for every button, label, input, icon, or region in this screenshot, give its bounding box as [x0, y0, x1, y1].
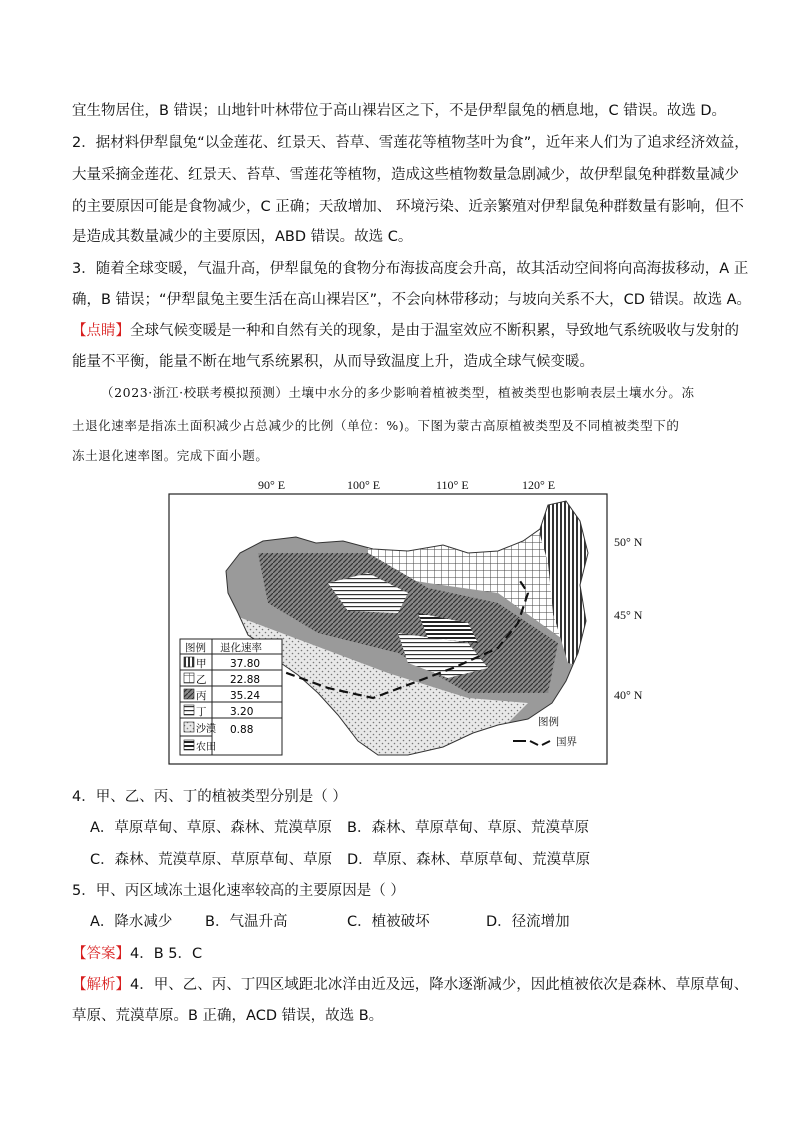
- intro-line: 冻土退化速率图。完成下面小题。: [72, 448, 269, 463]
- question-4-option-d: D．草原、森林、草原草甸、荒漠草原: [347, 852, 591, 868]
- legend-rate: 3.20: [230, 706, 254, 718]
- tip-line: [72, 321, 739, 341]
- legend-rate: 37.80: [230, 658, 261, 670]
- question-4-stem: 4．甲、乙、丙、丁的植被类型分别是（ ）: [72, 789, 347, 805]
- legend-name: 乙: [196, 674, 207, 686]
- question-5-stem: 5．甲、丙区域冻土退化速率较高的主要原因是（ ）: [72, 883, 405, 899]
- question-2-line: 2．据材料伊犁鼠兔“以金莲花、红景天、苔草、雪莲花等植物茎叶为食”，近年来人们为了追求经济效益，: [72, 135, 749, 151]
- question-5-option-a: A．降水减少: [90, 914, 173, 930]
- analysis-line: 草原、荒漠草原。B 正确，ACD 错误，故选 B。: [72, 1008, 384, 1024]
- question-2-line: 的主要原因可能是食物减少，C 正确；天敌增加、 环境污染、近亲繁殖对伊犁鼠兔种群数量有影响，但不: [72, 199, 744, 215]
- tip-line: 能量不平衡，能量不断在地气系统累积，从而导致温度上升，造成全球气候变暖。: [72, 354, 594, 370]
- answer-line: [72, 944, 202, 964]
- legend-header: 退化速率: [220, 642, 262, 654]
- lon-label: 120° E: [522, 478, 556, 492]
- lat-label: 45° N: [614, 608, 643, 622]
- question-3-line: 确，B 错误；“伊犁鼠兔主要生活在高山裸岩区”，不会向林带移动；与坡向关系不大，CD 错误。故选 A。: [72, 292, 752, 308]
- legend-title: 图例: [185, 642, 206, 654]
- answer-label: 【答案】: [72, 946, 130, 962]
- answer-text: 4．B 5．C: [130, 946, 203, 962]
- boundary-legend-title: 图例: [538, 716, 559, 728]
- legend-table: [180, 639, 282, 755]
- legend-name: 沙漠: [196, 724, 216, 735]
- question-4-option-a: A．草原草甸、草原、森林、荒漠草原: [90, 820, 332, 836]
- question-3-line: 3．随着全球变暖，气温升高，伊犁鼠兔的食物分布海拔高度会升高，故其活动空间将向高海拔移动，A 正: [72, 261, 749, 277]
- legend-rate: 35.24: [230, 690, 261, 702]
- lon-label: 110° E: [436, 478, 469, 492]
- text-line: 宜生物居住，B 错误；山地针叶林带位于高山裸岩区之下，不是伊犁鼠兔的栖息地，C 错误。故选 D。: [72, 103, 727, 119]
- analysis-line: [72, 975, 748, 995]
- tip-label: 【点睛】: [72, 323, 130, 339]
- legend-rate: 0.88: [230, 724, 254, 736]
- tip-text: 全球气候变暖是一种和自然有关的现象，是由于温室效应不断积累，导致地气系统吸收与发射的: [130, 323, 739, 339]
- boundary-legend-label: 国界: [556, 736, 577, 748]
- legend-rate: 22.88: [230, 674, 261, 686]
- legend-name: 甲: [196, 658, 207, 670]
- lat-label: 50° N: [614, 535, 643, 549]
- question-5-option-c: C．植被破坏: [347, 914, 430, 930]
- analysis-label: 【解析】: [72, 977, 130, 993]
- lon-label: 90° E: [258, 478, 286, 492]
- question-2-line: 是造成其数量减少的主要原因，ABD 错误。故选 C。: [72, 229, 413, 245]
- vegetation-map: [168, 493, 608, 765]
- lat-label: 40° N: [614, 688, 643, 702]
- question-2-line: 大量采摘金莲花、红景天、苔草、雪莲花等植物，造成这些植物数量急剧减少，故伊犁鼠兔种群数量减少: [72, 167, 739, 183]
- legend-name: 丙: [196, 690, 207, 702]
- question-4-option-c: C．森林、荒漠草原、草原草甸、草原: [90, 852, 333, 868]
- question-5-option-d: D．径流增加: [486, 914, 570, 930]
- legend-name: 丁: [196, 706, 207, 718]
- question-4-option-b: B．森林、草原草甸、草原、荒漠草原: [347, 820, 589, 836]
- intro-line: （2023·浙江·校联考模拟预测）土壤中水分的多少影响着植被类型，植被类型也影响表层土壤水分。冻: [101, 385, 695, 400]
- analysis-text: 4．甲、乙、丙、丁四区域距北冰洋由近及远，降水逐渐减少，因此植被依次是森林、草原草甸、: [130, 977, 749, 993]
- intro-line: 土退化速率是指冻土面积减少占总减少的比例（单位：%)。下图为蒙古高原植被类型及不同植被类型下的: [72, 418, 680, 433]
- legend-name: 农田: [196, 742, 216, 753]
- question-5-option-b: B．气温升高: [205, 914, 288, 930]
- lon-label: 100° E: [347, 478, 381, 492]
